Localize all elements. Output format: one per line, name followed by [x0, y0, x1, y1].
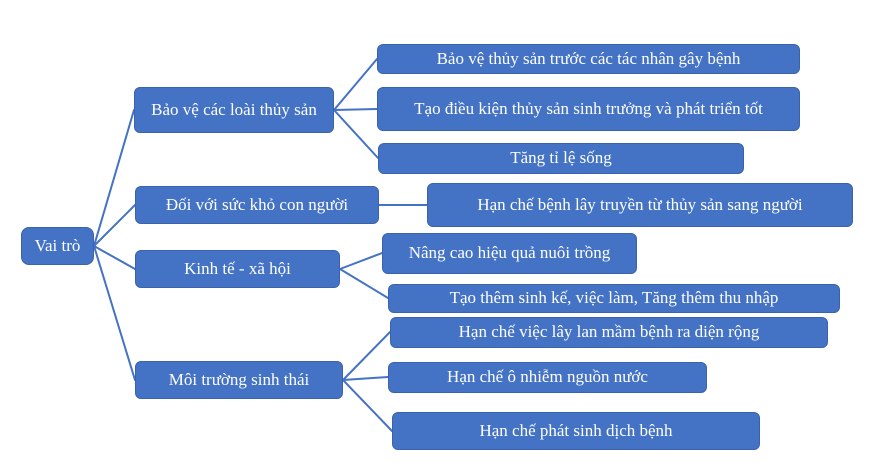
connector-branch4-leaf3 [343, 380, 392, 431]
leaf-node-han-che-phat-sinh-dich-benh: Hạn chế phát sinh dịch bệnh [392, 412, 760, 450]
branch-node-doi-voi-suc-kho-con-nguoi: Đối với sức khỏ con người [135, 186, 379, 224]
branch-node-bao-ve-cac-loai-thuy-san: Bảo vệ các loài thủy sản [134, 87, 334, 133]
connector-branch1-leaf2 [334, 109, 377, 110]
connector-branch4-leaf2 [343, 377, 388, 380]
connector-branch1-leaf3 [334, 110, 378, 158]
leaf-node-han-che-o-nhiem-nguon-nuoc: Hạn chế ô nhiễm nguồn nước [388, 362, 707, 393]
connector-branch3-leaf1 [340, 253, 382, 269]
leaf-node-tao-them-sinh-ke: Tạo thêm sinh kế, việc làm, Tăng thêm thu nhập [388, 284, 840, 313]
root-node-vai-tro: Vai trò [21, 227, 94, 265]
connector-branch1-leaf1 [334, 59, 377, 110]
leaf-node-tang-ti-le-song: Tăng tỉ lệ sống [378, 143, 744, 174]
leaf-node-han-che-benh-lay-truyen: Hạn chế bệnh lây truyền từ thủy sản sang người [427, 183, 853, 227]
connector-branch3-leaf2 [340, 269, 388, 298]
branch-node-kinh-te-xa-hoi: Kinh tế - xã hội [135, 250, 340, 288]
leaf-node-nang-cao-hieu-qua-nuoi-trong: Nâng cao hiệu quả nuôi trồng [382, 233, 637, 274]
leaf-node-tao-dieu-kien-sinh-truong: Tạo điều kiện thủy sản sinh trưởng và phát triển tốt [377, 87, 800, 131]
leaf-node-han-che-lay-lan-mam-benh: Hạn chế việc lây lan mầm bệnh ra diện rộng [390, 317, 828, 348]
branch-node-moi-truong-sinh-thai: Môi trường sinh thái [135, 361, 343, 399]
connector-branch4-leaf1 [343, 332, 390, 380]
leaf-node-bao-ve-thuy-san-truoc-tac-nhan: Bảo vệ thủy sản trước các tác nhân gây bệnh [377, 44, 800, 74]
